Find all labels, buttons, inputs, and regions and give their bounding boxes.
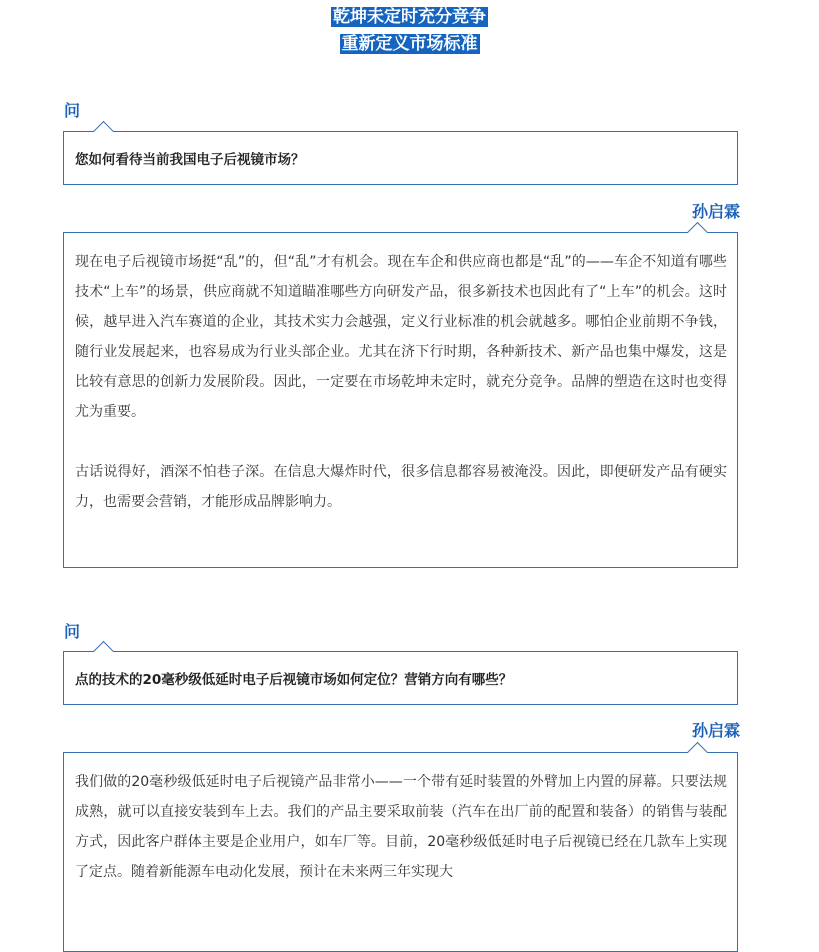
answer-paragraph: 现在电子后视镜市场挺“乱”的，但“乱”才有机会。现在车企和供应商也都是“乱”的——车企不知道有哪些技术“上车”的场景，供应商就不知道瞄准哪些方向研发产品，很多新技术也因此有了“上车”的机会。这时候，越早进入汽车赛道的企业，其技术实力会越强，定义行业标准的机会就越多。哪怕企业前期不争钱，随行业发展起来，也容易成为行业头部企业。尤其在济下行时期，各种新技术、新产品也集中爆发，这是比较有意思的创新力发展阶段。因此，一定要在市场乾坤未定时，就充分竞争。品牌的塑造在这时也变得尤为重要。 xyxy=(75,254,727,420)
question-text: 您如何看待当前我国电子后视镜市场？ xyxy=(75,152,305,168)
title-line-1: 乾坤未定时充分竞争 xyxy=(333,7,486,27)
answer-paragraph: 我们做的20毫秒级低延时电子后视镜产品非常小——一个带有延时装置的外臂加上内置的屏幕。只要法规成熟，就可以直接安装到车上去。我们的产品主要采取前装（汽车在出厂前的配置和装备）的销售与装配方式，因此客户群体主要是企业用户，如车厂等。目前，20毫秒级低延时电子后视镜已经在几款车上实现了定点。随着新能源车电动化发展，预计在未来两三年实现大 xyxy=(75,774,727,880)
question-label: 问 xyxy=(64,101,81,120)
answer-text xyxy=(64,233,737,517)
question-text: 点的技术的20毫秒级低延时电子后视镜市场如何定位？营销方向有哪些？ xyxy=(75,672,513,688)
answer-box xyxy=(63,232,738,568)
title-line-2: 重新定义市场标准 xyxy=(341,34,478,54)
answer-paragraph: 古话说得好，酒深不怕巷子深。在信息大爆炸时代，很多信息都容易被淹没。因此，即便研发产品有硬实力，也需要会营销，才能形成品牌影响力。 xyxy=(75,464,727,510)
answer-label: 孙启霖 xyxy=(691,202,740,221)
question-label: 问 xyxy=(64,622,81,641)
question-box xyxy=(63,131,738,185)
answer-text xyxy=(64,753,737,887)
answer-box xyxy=(63,752,738,952)
answer-label: 孙启霖 xyxy=(691,721,740,740)
question-box xyxy=(63,651,738,705)
